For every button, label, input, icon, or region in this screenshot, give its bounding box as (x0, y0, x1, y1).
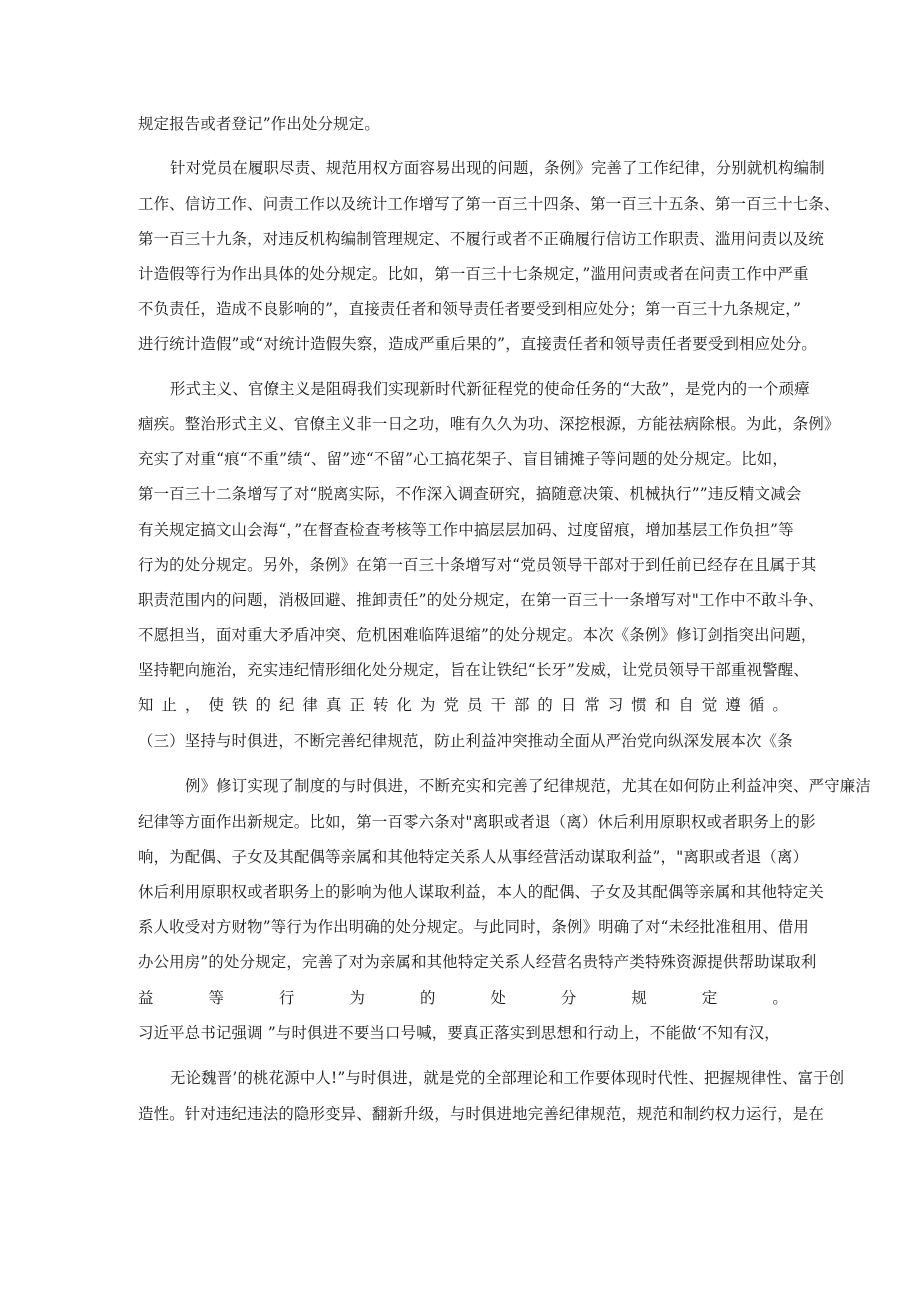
paragraph-1-line-5: 不负责任，造成不良影响的”，直接责任者和领导责任者要受到相应处分；第一百三十九条规定，” (138, 300, 802, 318)
paragraph-2-line-6: 行为的处分规定。另外，条例》在第一百三十条增写对“党员领导干部对于到任前已经存在且属于其 (138, 556, 817, 574)
paragraph-2-line-2: 痼疾。整治形式主义、官僚主义非一日之功，唯有久久为功、深挖根源，方能祛病除根。为此，条例》 (138, 415, 840, 433)
paragraph-1-line-6: 进行统计造假”或“对统计造假失察，造成严重后果的”，直接责任者和领导责任者要受到相应处分。 (138, 335, 818, 353)
paragraph-2-line-1: 形式主义、官僚主义是阻碍我们实现新时代新征程党的使命任务的“大敌”，是党内的一个顽瘴 (170, 380, 810, 398)
paragraph-4-line-2: 造性。针对违纪违法的隐形变异、翻新升级，与时俱进地完善纪律规范，规范和制约权力运行，是在 (138, 1105, 824, 1123)
text-line-1: 规定报告或者登记”作出处分规定。 (138, 115, 380, 133)
paragraph-3-line-7: 益等行为的处分规定。 (138, 989, 788, 1007)
paragraph-1-line-2: 工作、信访工作、问责工作以及统计工作增写了第一百三十四条、第一百三十五条、第一百三十七条、 (138, 195, 840, 213)
paragraph-3-line-8: 习近平总书记强调 ”与时俱进不要当口号喊，要真正落实到思想和行动上，不能做‘不知有汉， (138, 1024, 780, 1042)
paragraph-2-line-11: （三）坚持与时俱进，不断完善纪律规范，防止利益冲突推动全面从严治党向纵深发展本次《条 (138, 732, 793, 750)
paragraph-3-line-6: 办公用房”的处分规定，完善了对为亲属和其他特定关系人经营名贵特产类特殊资源提供帮助谋取利 (138, 953, 817, 971)
paragraph-1-line-3: 第一百三十九条，对违反机构编制管理规定、不履行或者不正确履行信访工作职责、滥用问责以及统 (138, 230, 824, 248)
paragraph-1-line-1: 针对党员在履职尽责、规范用权方面容易出现的问题，条例》完善了工作纪律，分别就机构编制 (170, 159, 825, 177)
paragraph-4-line-1: 无论魏晋’的桃花源中人!”与时俱进，就是党的全部理论和工作要体现时代性、把握规律性、富于创 (170, 1069, 845, 1087)
paragraph-2-line-5: 有关规定搞文山会海“，”在督查检查考核等工作中搞层层加码、过度留痕，增加基层工作负担”等 (138, 521, 794, 539)
paragraph-3-line-5: 系人收受对方财物”等行为作出明确的处分规定。与此同时，条例》明确了对“未经批准租用、借用 (138, 918, 809, 936)
paragraph-3-line-4: 休后利用原职权或者职务上的影响为他人谋取利益，本人的配偶、子女及其配偶等亲属和其他特定关 (138, 883, 824, 901)
paragraph-2-line-7: 职责范围内的问题，消极回避、推卸责任”的处分规定，在第一百三十一条增写对"工作中不敢斗争、 (138, 591, 824, 609)
paragraph-2-line-10: 知止，使铁的纪律真正转化为党员干部的日常习惯和自觉遵循。 (138, 696, 788, 714)
paragraph-3-line-2: 纪律等方面作出新规定。比如，第一百零六条对"离职或者退（离）休后利用原职权或者职务上的影 (138, 813, 816, 831)
paragraph-2-line-9: 坚持靶向施治，充实违纪情形细化处分规定，旨在让铁纪“长牙”发威，让党员领导干部重视警醒、 (138, 661, 809, 679)
paragraph-1-line-4: 计造假等行为作出具体的处分规定。比如，第一百三十七条规定，”滥用问责或者在问责工作中严重 (138, 265, 809, 283)
paragraph-2-line-4: 第一百三十二条增写了对“脱离实际，不作深入调查研究，搞随意决策、机械执行””违反精文减会 (138, 485, 802, 503)
paragraph-2-line-8: 不愿担当，面对重大矛盾冲突、危机困难临阵退缩”的处分规定。本次《条例》修订剑指突出问题， (138, 626, 817, 644)
section-3-heading-line: 例》修订实现了制度的与时俱进，不断充实和完善了纪律规范，尤其在如何防止利益冲突、严守廉洁 (185, 777, 871, 795)
paragraph-3-line-3: 响，为配偶、子女及其配偶等亲属和其他特定关系人从事经营活动谋取利益”，"离职或者退（离） (138, 848, 809, 866)
paragraph-2-line-3: 充实了对重“痕“不重”绩“、留”迹“不留”心工搞花架子、盲目铺摊子等问题的处分规定。比如， (138, 450, 788, 468)
